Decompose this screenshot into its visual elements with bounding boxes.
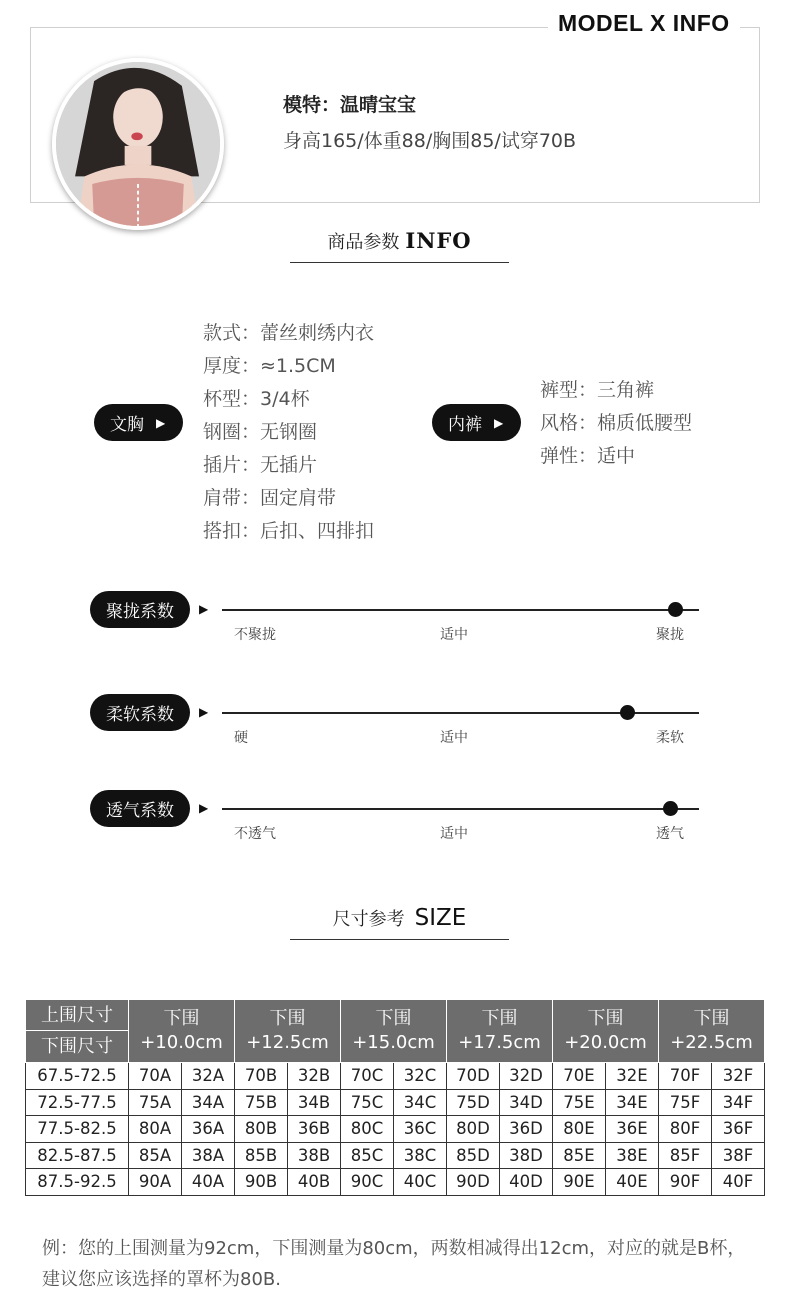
size-code-cell: 75B	[235, 1089, 288, 1116]
size-code-cell: 36C	[394, 1116, 447, 1143]
size-example-note: 例：您的上围测量为92cm，下围测量为80cm，两数相减得出12cm，对应的就是B杯，建议您应该选择的罩杯为80B.	[42, 1238, 746, 1290]
size-code-cell: 36F	[712, 1116, 765, 1143]
size-code-cell: 85F	[659, 1142, 712, 1169]
size-code-cell: 75A	[129, 1089, 182, 1116]
bra-spec-item: 厚度：≈1.5CM	[203, 355, 336, 377]
size-code-cell: 70B	[235, 1063, 288, 1090]
size-range-cell: 72.5-77.5	[26, 1089, 129, 1116]
size-code-cell: 70A	[129, 1063, 182, 1090]
size-code-cell: 40C	[394, 1169, 447, 1196]
slider-track	[222, 609, 699, 611]
group-label: 下围	[481, 1008, 518, 1029]
bra-pill	[94, 404, 183, 441]
size-code-cell: 36E	[606, 1116, 659, 1143]
slider-pill: 透气系数	[90, 790, 190, 827]
size-code-cell: 36B	[288, 1116, 341, 1143]
model-name: 模特：温晴宝宝	[283, 94, 417, 116]
size-code-cell: 36D	[500, 1116, 553, 1143]
group-label: 下围	[375, 1008, 412, 1029]
size-code-cell: 70F	[659, 1063, 712, 1090]
size-code-cell: 80D	[447, 1116, 500, 1143]
size-code-cell: 75E	[553, 1089, 606, 1116]
bra-spec-item: 搭扣：后扣、四排扣	[203, 520, 375, 542]
size-code-cell: 38B	[288, 1142, 341, 1169]
slider-mid-label: 适中	[440, 627, 468, 643]
size-code-cell: 80C	[341, 1116, 394, 1143]
size-code-cell: 75C	[341, 1089, 394, 1116]
size-code-cell: 34C	[394, 1089, 447, 1116]
size-range-cell: 67.5-72.5	[26, 1063, 129, 1090]
group-label: 下围	[269, 1008, 306, 1029]
panty-spec-item: 风格：棉质低腰型	[540, 412, 693, 434]
panty-pill-label: 内裤	[448, 415, 482, 435]
size-code-cell: 36A	[182, 1116, 235, 1143]
size-code-cell: 34D	[500, 1089, 553, 1116]
panty-pill	[432, 404, 521, 441]
bra-pill-label: 文胸	[110, 415, 144, 435]
size-code-cell: 38A	[182, 1142, 235, 1169]
bra-spec-item: 杯型：3/4杯	[203, 388, 310, 410]
size-code-cell: 34B	[288, 1089, 341, 1116]
bra-spec-item: 插片：无插片	[203, 454, 318, 476]
size-code-cell: 40F	[712, 1169, 765, 1196]
slider-max-label: 聚拢	[656, 627, 684, 643]
size-code-cell: 40A	[182, 1169, 235, 1196]
model-heading: MODEL X INFO	[548, 10, 740, 37]
group-diff: +12.5cm	[246, 1032, 329, 1053]
slider-dot	[663, 801, 678, 816]
size-group-header	[659, 1000, 765, 1063]
panty-spec-list	[540, 374, 692, 473]
table-row	[26, 1142, 765, 1169]
size-code-cell: 70D	[447, 1063, 500, 1090]
size-code-cell: 75D	[447, 1089, 500, 1116]
group-diff: +15.0cm	[352, 1032, 435, 1053]
size-code-cell: 85C	[341, 1142, 394, 1169]
slider-mid-label: 适中	[440, 826, 468, 842]
model-avatar	[52, 58, 224, 230]
size-title-cn: 尺寸参考	[332, 909, 405, 930]
size-group-header	[235, 1000, 341, 1063]
slider-max-label: 透气	[656, 826, 684, 842]
slider-dot	[620, 705, 635, 720]
size-group-header	[341, 1000, 447, 1063]
size-table-corner	[26, 1000, 129, 1063]
group-diff: +20.0cm	[564, 1032, 647, 1053]
size-code-cell: 90D	[447, 1169, 500, 1196]
size-code-cell: 34A	[182, 1089, 235, 1116]
slider-min-label: 硬	[234, 730, 248, 746]
size-code-cell: 40E	[606, 1169, 659, 1196]
size-code-cell: 40B	[288, 1169, 341, 1196]
corner-bottom-label: 下围尺寸	[41, 1036, 113, 1057]
size-code-cell: 80A	[129, 1116, 182, 1143]
size-code-cell: 38C	[394, 1142, 447, 1169]
table-row	[26, 1063, 765, 1090]
size-code-cell: 85A	[129, 1142, 182, 1169]
size-table	[25, 999, 765, 1196]
corner-top-label: 上围尺寸	[26, 1000, 128, 1031]
size-title-en: SIZE	[414, 905, 467, 931]
size-code-cell: 32D	[500, 1063, 553, 1090]
bra-spec-item: 款式：蕾丝刺绣内衣	[203, 322, 375, 344]
slider-max-label: 柔软	[656, 730, 684, 746]
size-code-cell: 32E	[606, 1063, 659, 1090]
group-label: 下围	[587, 1008, 624, 1029]
size-code-cell: 34F	[712, 1089, 765, 1116]
slider-pill: 聚拢系数	[90, 591, 190, 628]
size-range-cell: 77.5-82.5	[26, 1116, 129, 1143]
size-code-cell: 90B	[235, 1169, 288, 1196]
size-code-cell: 32F	[712, 1063, 765, 1090]
size-code-cell: 38D	[500, 1142, 553, 1169]
play-arrow-icon: ▶	[494, 415, 504, 430]
play-arrow-icon: ▶	[199, 801, 209, 815]
table-row	[26, 1116, 765, 1143]
product-info-title	[290, 228, 509, 263]
size-table-header	[26, 1000, 765, 1063]
size-code-cell: 70E	[553, 1063, 606, 1090]
bra-spec-item: 钢圈：无钢圈	[203, 421, 318, 443]
size-code-cell: 40D	[500, 1169, 553, 1196]
size-code-cell: 80B	[235, 1116, 288, 1143]
slider-mid-label: 适中	[440, 730, 468, 746]
size-code-cell: 85D	[447, 1142, 500, 1169]
size-code-cell: 90A	[129, 1169, 182, 1196]
size-code-cell: 80F	[659, 1116, 712, 1143]
size-code-cell: 38E	[606, 1142, 659, 1169]
slider-dot	[668, 602, 683, 617]
model-stats: 身高165/体重88/胸围85/试穿70B	[283, 130, 577, 152]
size-range-cell: 87.5-92.5	[26, 1169, 129, 1196]
group-label: 下围	[163, 1008, 200, 1029]
size-code-cell: 32C	[394, 1063, 447, 1090]
slider-pill: 柔软系数	[90, 694, 190, 731]
bra-spec-item: 肩带：固定肩带	[203, 487, 337, 509]
table-row	[26, 1169, 765, 1196]
size-code-cell: 85E	[553, 1142, 606, 1169]
group-diff: +10.0cm	[140, 1032, 223, 1053]
group-diff: +22.5cm	[670, 1032, 753, 1053]
size-code-cell: 90C	[341, 1169, 394, 1196]
table-row	[26, 1089, 765, 1116]
model-photo	[56, 62, 220, 226]
group-label: 下围	[693, 1008, 730, 1029]
group-diff: +17.5cm	[458, 1032, 541, 1053]
panty-spec-item: 裤型：三角裤	[540, 379, 655, 401]
size-code-cell: 85B	[235, 1142, 288, 1169]
size-range-cell: 82.5-87.5	[26, 1142, 129, 1169]
size-group-header	[553, 1000, 659, 1063]
play-arrow-icon: ▶	[156, 415, 166, 430]
product-info-title-cn: 商品参数	[327, 232, 400, 253]
size-group-header	[447, 1000, 553, 1063]
size-code-cell: 75F	[659, 1089, 712, 1116]
bra-spec-list	[203, 317, 374, 548]
play-arrow-icon: ▶	[199, 705, 209, 719]
size-code-cell: 80E	[553, 1116, 606, 1143]
size-code-cell: 90E	[553, 1169, 606, 1196]
size-table-body	[26, 1063, 765, 1196]
size-code-cell: 90F	[659, 1169, 712, 1196]
slider-min-label: 不聚拢	[234, 627, 276, 643]
panty-spec-item: 弹性：适中	[540, 445, 636, 467]
size-title	[290, 905, 509, 940]
size-code-cell: 70C	[341, 1063, 394, 1090]
slider-track	[222, 808, 699, 810]
size-code-cell: 38F	[712, 1142, 765, 1169]
play-arrow-icon: ▶	[199, 602, 209, 616]
slider-min-label: 不透气	[234, 826, 276, 842]
size-code-cell: 34E	[606, 1089, 659, 1116]
product-info-title-en: INFO	[405, 228, 472, 253]
size-group-header	[129, 1000, 235, 1063]
size-code-cell: 32B	[288, 1063, 341, 1090]
size-code-cell: 32A	[182, 1063, 235, 1090]
